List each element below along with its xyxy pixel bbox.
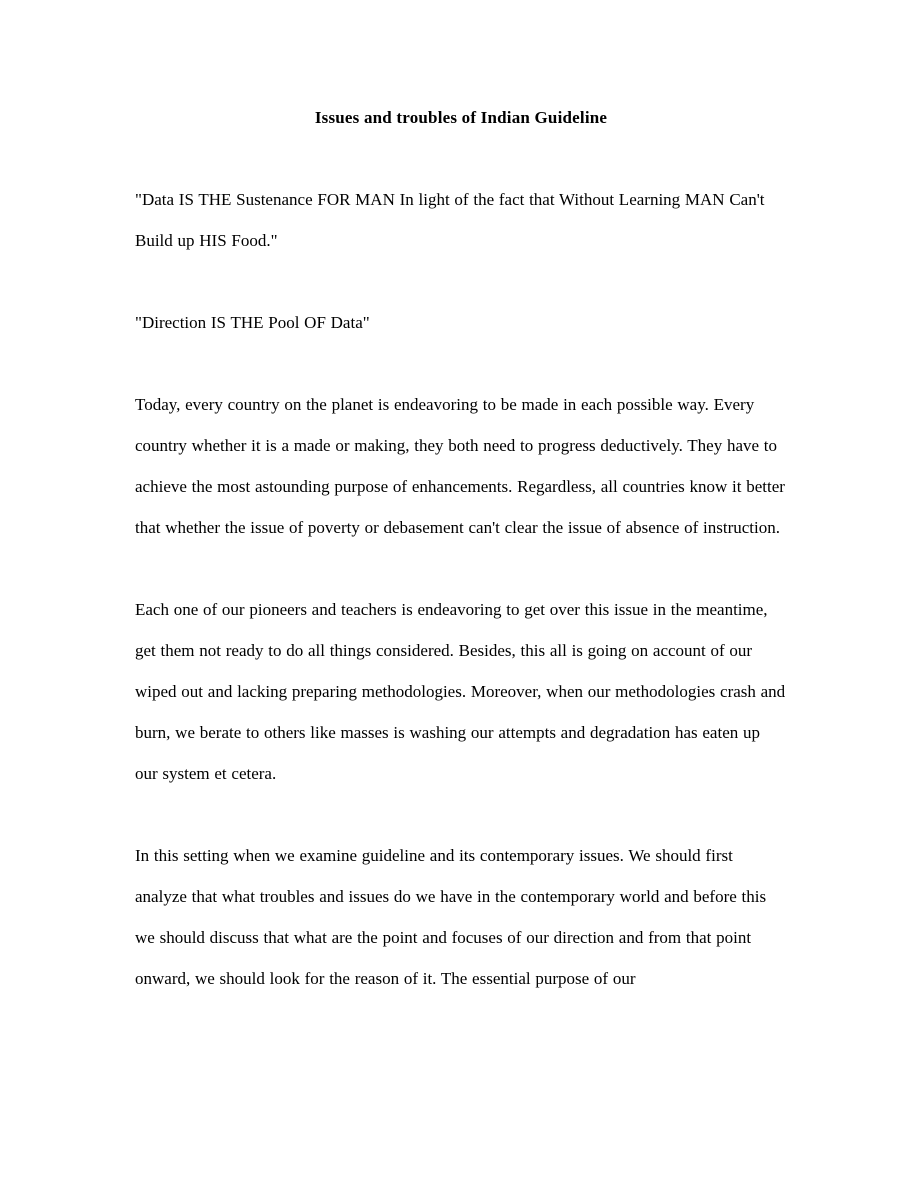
document-title: Issues and troubles of Indian Guideline (314, 108, 608, 127)
paragraph-body-1: Today, every country on the planet is endeavoring to be made in each possible way. Every country whether it is a made or making, they both need to progress deductively. They have to achieve the most astounding purpose of enhancements. Regardless, all countries know it better that whether the issue of poverty or debasement can't clear the issue of absence of instruction. (135, 395, 785, 537)
paragraph-quote-2: "Direction IS THE Pool OF Data" (135, 313, 370, 332)
paragraph-body-3: In this setting when we examine guideline and its contemporary issues. We should first analyze that what troubles and issues do we have in the contemporary world and before this we should discuss that what are the point and focuses of our direction and from that point onward, we should look for the reason of it. The essential purpose of our (135, 846, 767, 988)
paragraph-body-2: Each one of our pioneers and teachers is endeavoring to get over this issue in the meantime, get them not ready to do all things considered. Besides, this all is going on account of our wiped out and lacking preparing methodologies. Moreover, when our methodologies crash and burn, we berate to others like masses is washing our attempts and degradation has eaten up our system et cetera. (135, 600, 786, 783)
paragraph-quote-1: "Data IS THE Sustenance FOR MAN In light of the fact that Without Learning MAN Can't Build up HIS Food." (135, 190, 765, 250)
